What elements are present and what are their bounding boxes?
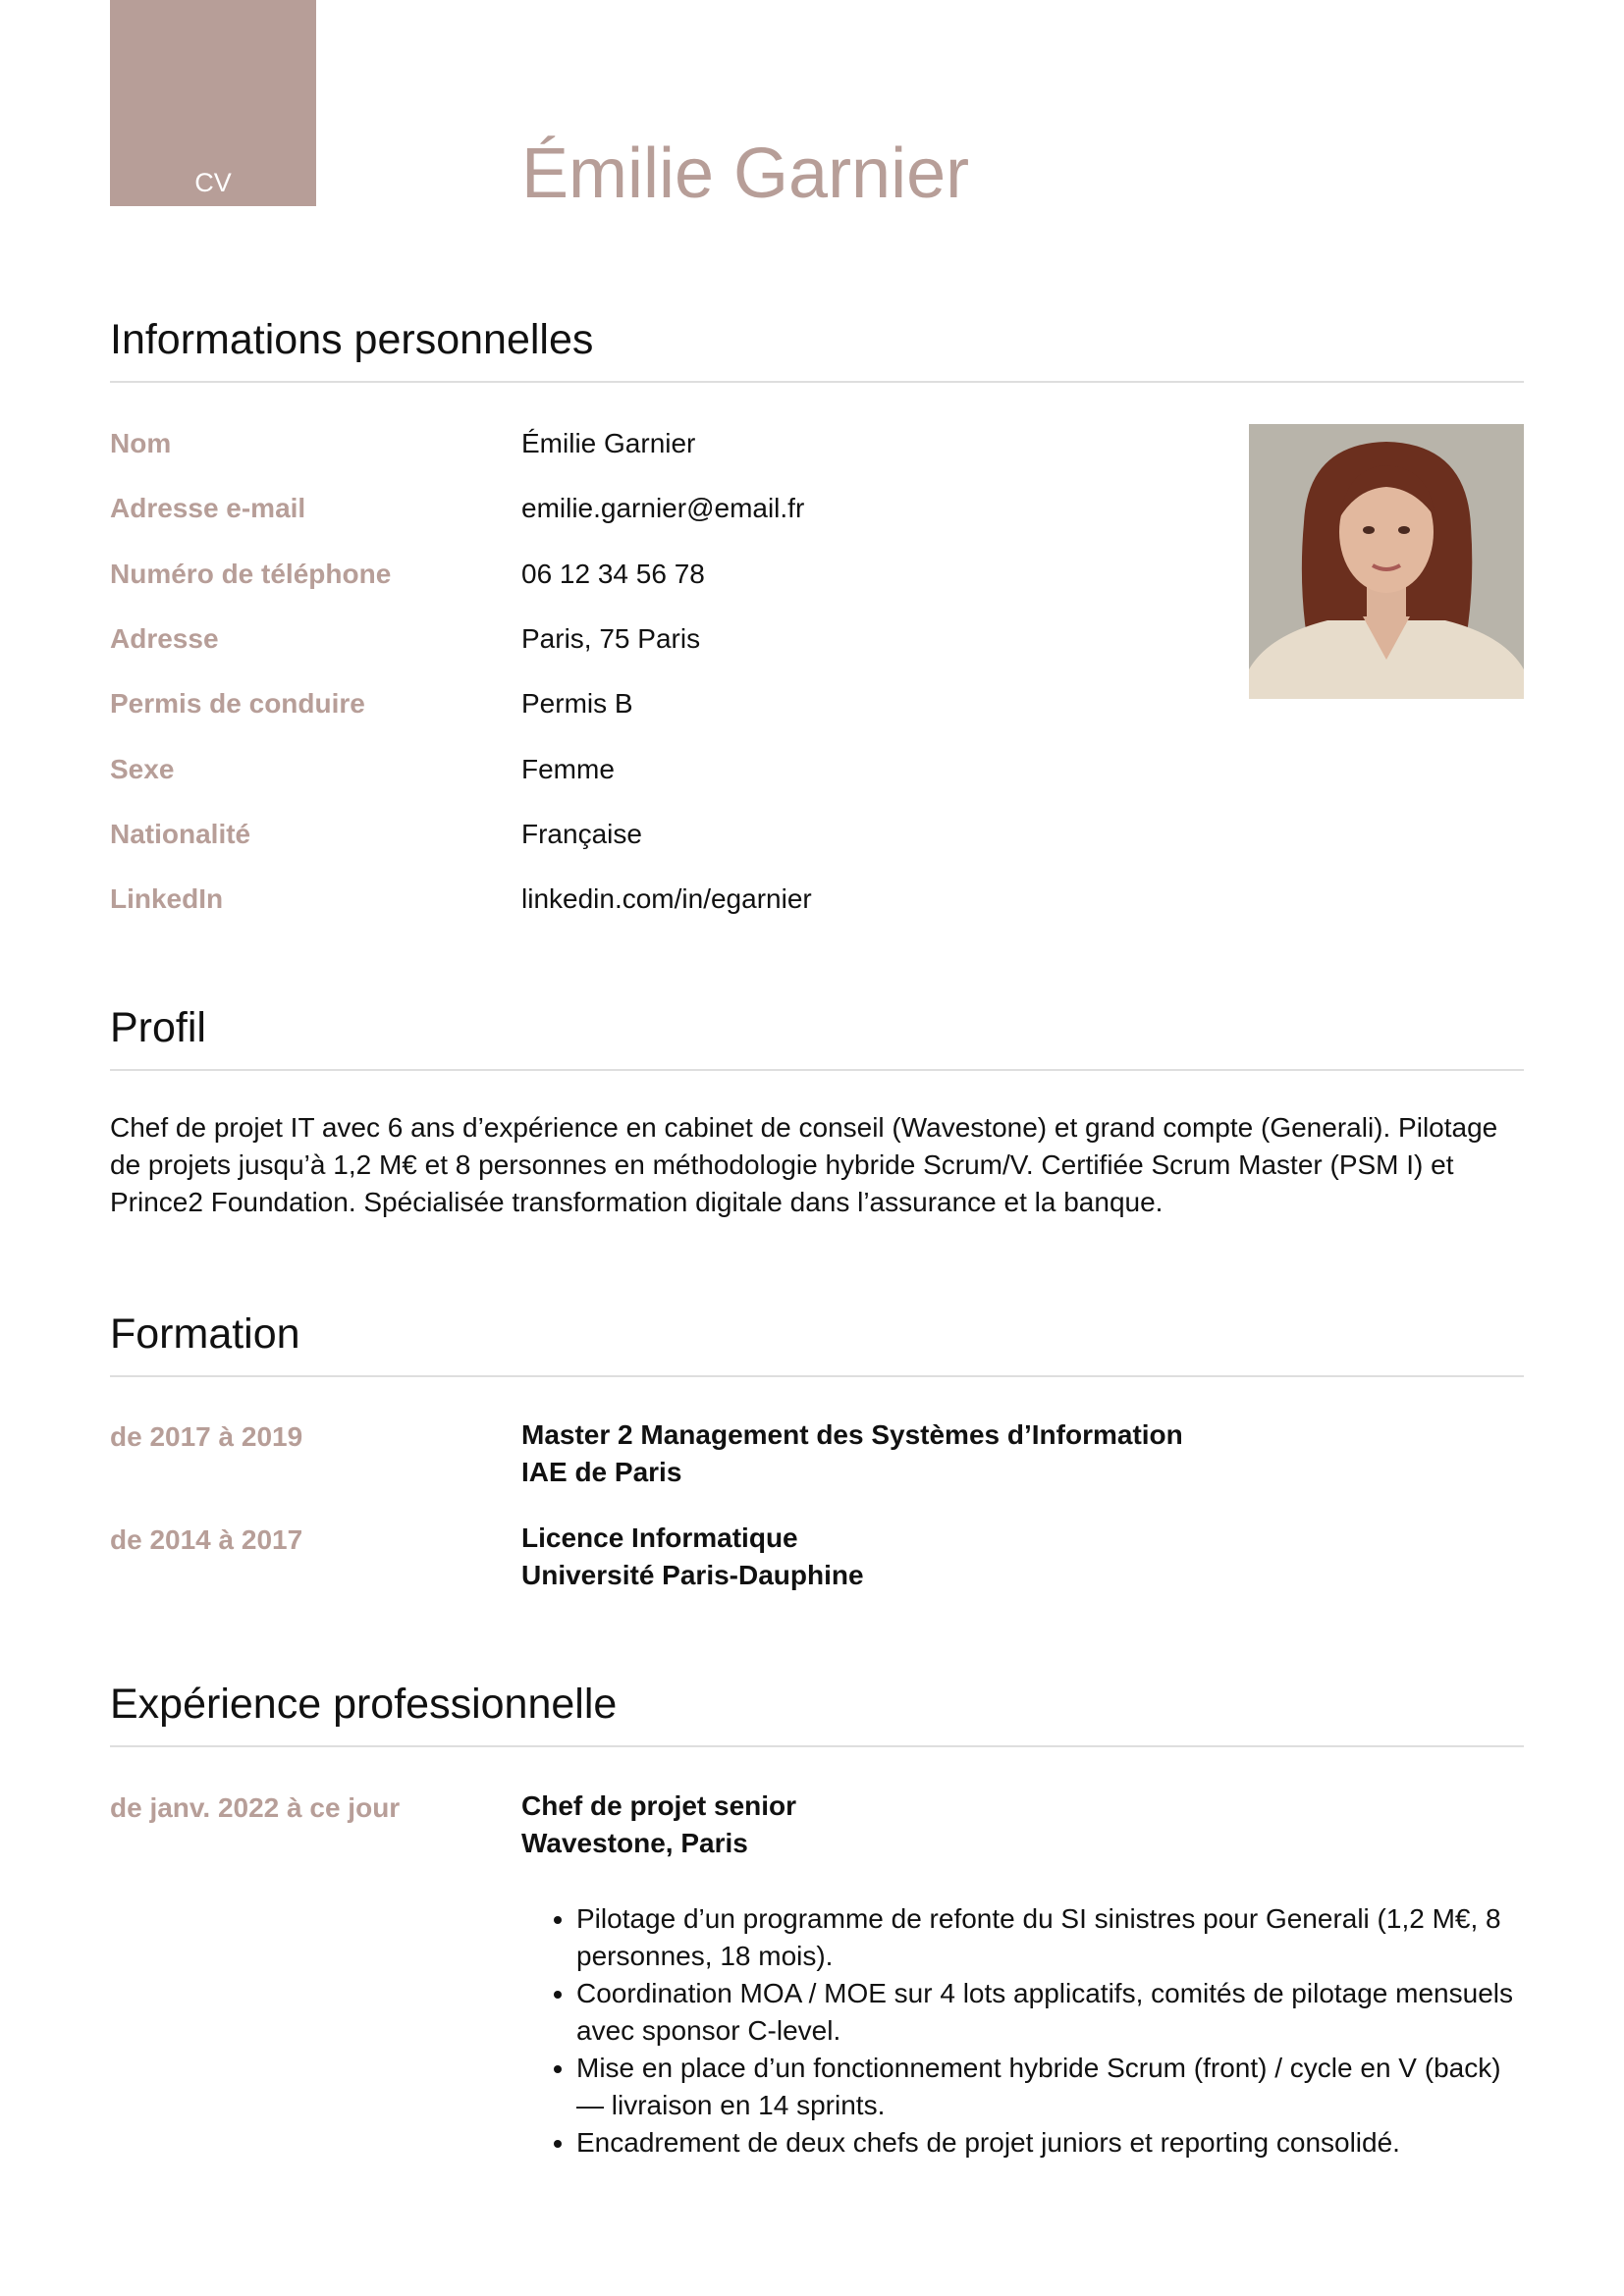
list-item: • Mise en place d’un fonctionnement hybride Scrum (front) / cycle en V (back) — livraison en 14 sprints. [576, 2050, 1524, 2124]
cv-badge-label: CV [194, 168, 232, 197]
section-divider [110, 381, 1524, 383]
field-label-gender: Sexe [110, 754, 175, 784]
profile-photo [1249, 424, 1524, 699]
section-divider [110, 1069, 1524, 1071]
list-item: • Coordination MOA / MOE sur 4 lots applicatifs, comités de pilotage mensuels avec sponsor C-level. [576, 1975, 1524, 2050]
field-value-nationality: Française [521, 819, 642, 849]
section-title-profile: Profil [110, 1004, 206, 1051]
field-label-nationality: Nationalité [110, 819, 251, 849]
field-label-email: Adresse e-mail [110, 493, 306, 523]
list-item: • Pilotage d’un programme de refonte du SI sinistres pour Generali (1,2 M€, 8 personnes, 18 mois). [576, 1900, 1524, 1975]
field-value-phone: 06 12 34 56 78 [521, 559, 705, 589]
experience-company: Wavestone, Paris [521, 1828, 748, 1858]
education-degree: Licence Informatique [521, 1522, 798, 1553]
field-value-address: Paris, 75 Paris [521, 623, 701, 654]
field-value-license: Permis B [521, 688, 633, 719]
education-period: de 2017 à 2019 [110, 1421, 303, 1452]
field-label-address: Adresse [110, 623, 219, 654]
field-label-license: Permis de conduire [110, 688, 365, 719]
field-label-phone: Numéro de téléphone [110, 559, 392, 589]
section-title-education: Formation [110, 1310, 300, 1358]
cv-badge [110, 0, 316, 206]
experience-bullet-list [521, 1900, 1524, 2162]
education-school: IAE de Paris [521, 1457, 682, 1487]
section-title-personal: Informations personnelles [110, 316, 594, 363]
section-divider [110, 1745, 1524, 1747]
list-item: • Encadrement de deux chefs de projet juniors et reporting consolidé. [576, 2124, 1524, 2162]
field-value-email: emilie.garnier@email.fr [521, 493, 805, 523]
field-value-name: Émilie Garnier [521, 428, 696, 458]
field-label-linkedin: LinkedIn [110, 883, 224, 914]
field-value-gender: Femme [521, 754, 615, 784]
field-value-linkedin: linkedin.com/in/egarnier [521, 883, 812, 914]
profile-summary: Chef de projet IT avec 6 ans d’expérience en cabinet de conseil (Wavestone) et grand compte (Generali). Pilotage de projets jusqu’à 1,2 M€ et 8 personnes en méthodologie hybride Scrum/V. Certifiée Scrum Master (PSM I) et Prince2 Foundation. Spécialisée transformation digitale dans l’assurance et la banque. [110, 1112, 1498, 1217]
section-title-experience: Expérience professionnelle [110, 1681, 618, 1728]
section-divider [110, 1375, 1524, 1377]
education-school: Université Paris-Dauphine [521, 1560, 864, 1590]
field-label-name: Nom [110, 428, 172, 458]
education-degree: Master 2 Management des Systèmes d’Information [521, 1419, 1183, 1450]
experience-period: de janv. 2022 à ce jour [110, 1792, 401, 1823]
page-title: Émilie Garnier [521, 134, 970, 213]
education-period: de 2014 à 2017 [110, 1524, 303, 1555]
experience-role: Chef de projet senior [521, 1790, 797, 1821]
